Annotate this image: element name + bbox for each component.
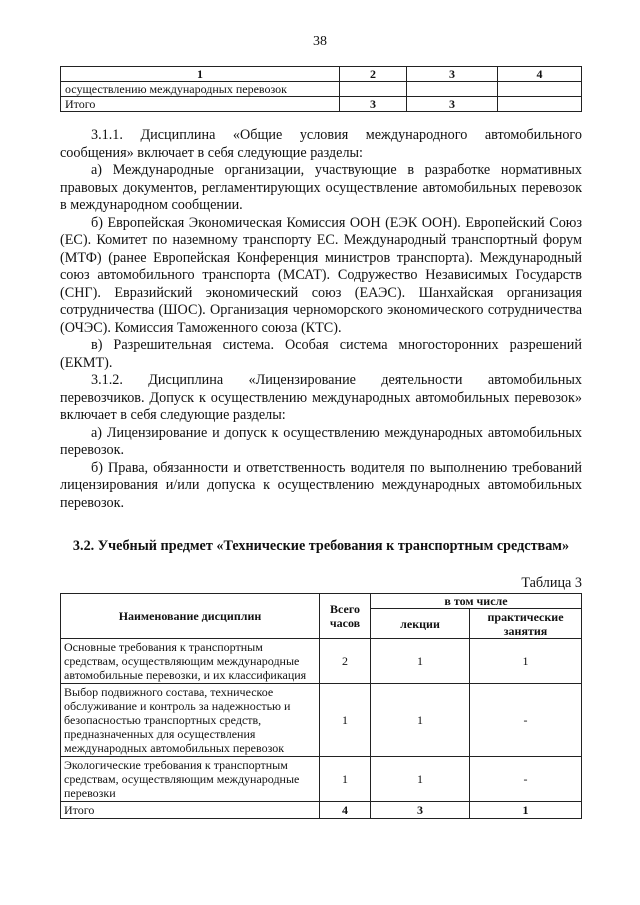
table-cell: 1 <box>470 639 582 684</box>
table-cell: Итого <box>61 97 340 112</box>
table-row <box>61 97 582 112</box>
table-header-row <box>61 594 582 609</box>
table-cell: 1 <box>371 639 470 684</box>
table-cell: 1 <box>371 757 470 802</box>
table-cell: - <box>470 757 582 802</box>
section-heading: 3.2. Учебный предмет «Технические требования к транспортным средствам» <box>72 538 570 554</box>
table-cell <box>340 82 407 97</box>
table-total-row <box>61 802 582 819</box>
table-cell: Основные требования к транспортным средствам, осуществляющим международные автомобильные перевозки, и их классификация <box>61 639 320 684</box>
table-cell: - <box>470 684 582 757</box>
table-cell: 1 <box>371 684 470 757</box>
disciplines-table <box>60 593 582 819</box>
continuation-table <box>60 66 582 112</box>
body-text <box>60 127 582 512</box>
paragraph: в) Разрешительная система. Особая система многосторонних разрешений (ЕКМТ). <box>60 337 582 371</box>
table-row <box>61 757 582 802</box>
table-cell: 3 <box>407 97 498 112</box>
table-cell: 2 <box>320 639 371 684</box>
header-cell: 2 <box>340 67 407 82</box>
table-cell: Итого <box>61 802 320 819</box>
table-cell: осуществлению международных перевозок <box>61 82 340 97</box>
table-header-row <box>61 67 582 82</box>
table-cell: Экологические требования к транспортным средствам, осуществляющим международные перевозки <box>61 757 320 802</box>
header-cell: в том числе <box>371 594 582 609</box>
table-cell <box>407 82 498 97</box>
paragraph: а) Международные организации, участвующие в разработке нормативных правовых документов, регламентирующих осуществление автомобильных перевозок в международном сообщении. <box>60 162 582 213</box>
table-caption: Таблица 3 <box>521 575 582 591</box>
paragraph: б) Права, обязанности и ответственность водителя по выполнению требований лицензирования и/или допуска к осуществлению международных автомобильных перевозок. <box>60 459 582 511</box>
paragraph: 3.1.2. Дисциплина «Лицензирование деятельности автомобильных перевозчиков. Допуск к осуществлению международных автомобильных перевозок» включает в себя следующие разделы: <box>60 372 582 423</box>
header-cell: Наименование дисциплин <box>61 594 320 639</box>
header-cell: 4 <box>498 67 582 82</box>
header-cell: лекции <box>371 609 470 639</box>
table-cell <box>498 97 582 112</box>
header-cell: 1 <box>61 67 340 82</box>
table-cell: Выбор подвижного состава, техническое обслуживание и контроль за надежностью и безопасностью транспортных средств, предназначенных для осуществления международных автомобильных перевозок <box>61 684 320 757</box>
table-cell <box>498 82 582 97</box>
table-row <box>61 82 582 97</box>
header-cell: практические занятия <box>470 609 582 639</box>
table-row <box>61 684 582 757</box>
table-cell: 3 <box>371 802 470 819</box>
table-cell: 3 <box>340 97 407 112</box>
paragraph: б) Европейская Экономическая Комиссия ООН (ЕЭК ООН). Европейский Союз (ЕС). Комитет по наземному транспорту ЕС. Международный транспортный форум (МТФ) (ранее Европейская Конференция министров транспорта). Международный союз автомобильного транспорта (МСАТ). Содружество Независимых Государств (СНГ). Евразийский экономический союз (ЕАЭС). Шанхайская организация сотрудничества (ШОС). Организация черноморского экономического сотрудничества (ОЧЭС). Комиссия Таможенного союза (КТС). <box>60 214 582 336</box>
paragraph: а) Лицензирование и допуск к осуществлению международных автомобильных перевозок. <box>60 424 582 458</box>
table-cell: 1 <box>320 757 371 802</box>
table-row <box>61 639 582 684</box>
table-cell: 4 <box>320 802 371 819</box>
table-cell: 1 <box>320 684 371 757</box>
header-cell: Всего часов <box>320 594 371 639</box>
paragraph: 3.1.1. Дисциплина «Общие условия международного автомобильного сообщения» включает в себя следующие разделы: <box>60 127 582 161</box>
table-cell: 1 <box>470 802 582 819</box>
page-number: 38 <box>313 34 327 49</box>
header-cell: 3 <box>407 67 498 82</box>
